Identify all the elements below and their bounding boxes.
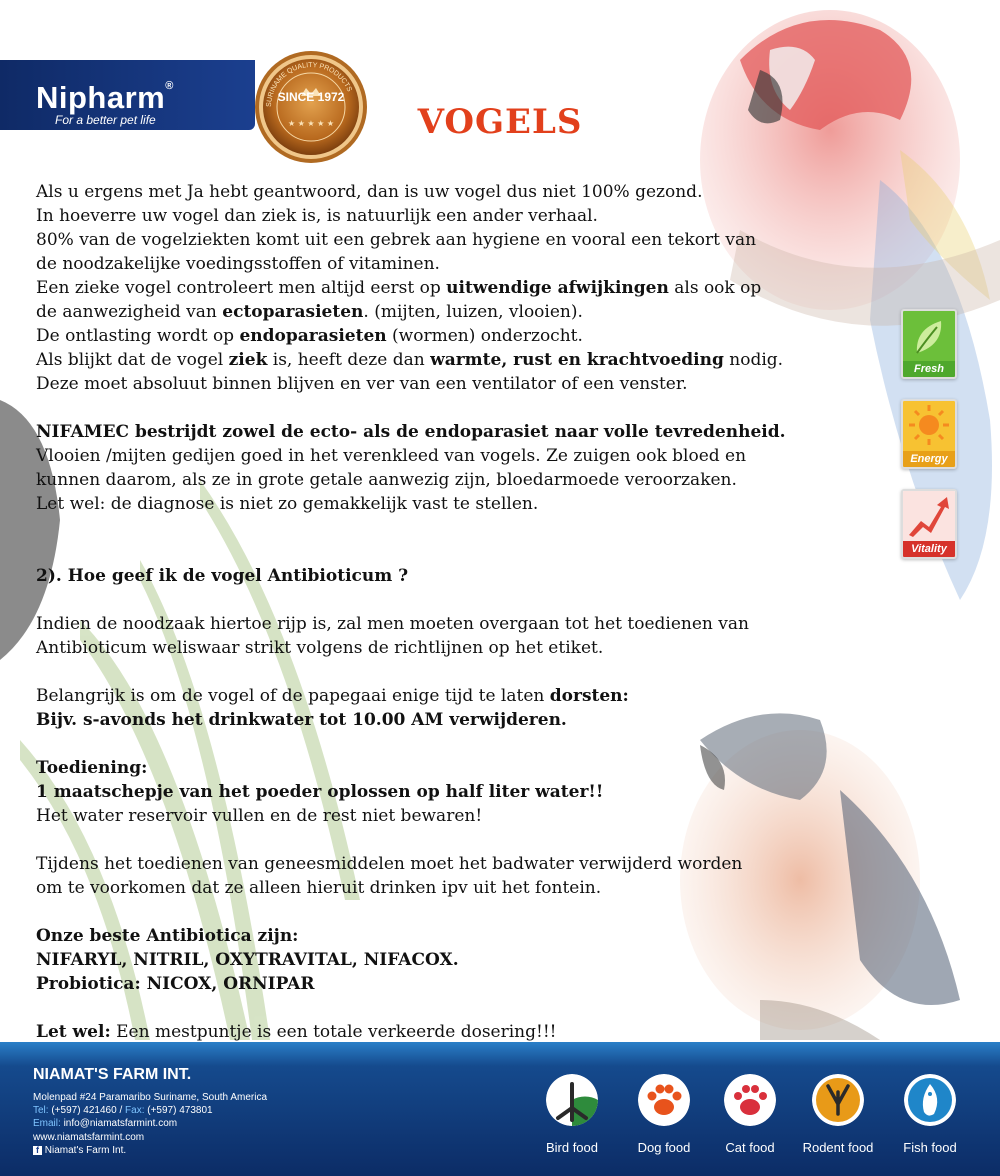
- text-line: [36, 228, 896, 252]
- fish-food-item[interactable]: [890, 1074, 970, 1155]
- bird-food-item[interactable]: [532, 1074, 612, 1155]
- cat-paw-icon: [724, 1074, 776, 1126]
- text-line: [36, 780, 896, 804]
- text-line: [36, 276, 896, 300]
- fax-number: (+597) 473801: [147, 1105, 213, 1116]
- company-facebook[interactable]: [33, 1145, 126, 1156]
- seal-ring-text: SURINAME QUALITY PRODUCTS: [265, 61, 353, 108]
- text-line: [36, 756, 896, 780]
- text-line: [36, 924, 896, 948]
- text-line: [36, 180, 896, 204]
- email-label: Email:: [33, 1118, 61, 1129]
- text-line: [36, 300, 896, 324]
- text-segment: is, heeft deze dan: [267, 350, 431, 370]
- text-segment: Vlooien /mijten gedijen goed in het verenkleed van vogels. Ze zuigen ook bloed en: [36, 446, 747, 466]
- text-segment: Antibioticum weliswaar strikt volgens de richtlijnen op het etiket.: [36, 638, 604, 658]
- text-line: [36, 204, 896, 228]
- text-line: [36, 420, 896, 444]
- bold-text: ziek: [228, 350, 268, 370]
- bird-footprint-icon: [546, 1074, 598, 1126]
- text-segment: De ontlasting wordt op: [36, 326, 240, 346]
- energy-badge: [901, 399, 957, 469]
- text-segment: kunnen daarom, als ze in grote getale aanwezig zijn, bloedarmoede veroorzaken.: [36, 470, 737, 490]
- tel-label: Tel:: [33, 1105, 49, 1116]
- cat-food-item[interactable]: [710, 1074, 790, 1155]
- text-segment: (wormen) onderzocht.: [386, 326, 583, 346]
- text-segment: In hoeverre uw vogel dan ziek is, is natuurlijk een ander verhaal.: [36, 206, 598, 226]
- registered-mark: ®: [165, 80, 174, 92]
- vitality-label: Vitality: [903, 541, 955, 557]
- text-line: [36, 348, 896, 372]
- energy-label: Energy: [903, 451, 955, 467]
- text-line: [36, 972, 896, 996]
- vitality-badge: [901, 489, 957, 559]
- company-address: Molenpad #24 Paramaribo Suriname, South America: [33, 1092, 268, 1103]
- brand-name: Nipharm: [36, 80, 166, 115]
- text-segment: Let wel: de diagnose is niet zo gemakkelijk vast te stellen.: [36, 494, 539, 514]
- text-segment: Deze moet absoluut binnen blijven en ver van een ventilator of een venster.: [36, 374, 688, 394]
- fax-label: Fax:: [125, 1105, 145, 1116]
- closing-paragraph: [36, 1020, 896, 1044]
- text-segment: om te voorkomen dat ze alleen hieruit drinken ipv uit het fontein.: [36, 878, 602, 898]
- text-segment: Belangrijk is om de vogel of de papegaai enige tijd te laten: [36, 686, 550, 706]
- dog-paw-icon: [638, 1074, 690, 1126]
- bold-text: warmte, rust en krachtvoeding: [430, 350, 724, 370]
- bold-text: Probiotica: NICOX, ORNIPAR: [36, 974, 315, 994]
- text-line: [36, 636, 896, 660]
- bold-text: Let wel:: [36, 1022, 111, 1042]
- page-title: VOGELS: [417, 102, 583, 142]
- leaf-icon: [903, 311, 955, 361]
- brand-tagline: For a better pet life: [55, 113, 156, 127]
- company-website[interactable]: www.niamatsfarmint.com: [33, 1132, 145, 1143]
- text-line: [36, 804, 896, 828]
- text-line: [36, 564, 896, 588]
- text-line: [36, 948, 896, 972]
- bold-text: NIFARYL, NITRIL, OXYTRAVITAL, NIFACOX.: [36, 950, 459, 970]
- bold-text: ectoparasieten: [222, 302, 364, 322]
- phone-separator: /: [116, 1105, 126, 1116]
- dog-food-label: Dog food: [637, 1140, 691, 1155]
- fresh-label: Fresh: [903, 361, 955, 377]
- text-segment: Een mestpuntje is een totale verkeerde dosering!!!: [110, 1022, 557, 1042]
- text-segment: Indien de noodzaak hiertoe rijp is, zal men moeten overgaan tot het toedienen van: [36, 614, 749, 634]
- thirst-paragraph: [36, 684, 896, 732]
- facebook-icon: f: [33, 1146, 42, 1155]
- bold-text: Onze beste Antibiotica zijn:: [36, 926, 299, 946]
- bold-text: Toediening:: [36, 758, 148, 778]
- company-phone-line: [33, 1105, 213, 1116]
- cat-food-label: Cat food: [725, 1140, 775, 1155]
- facebook-name: Niamat's Farm Int.: [44, 1145, 127, 1156]
- rodent-food-label: Rodent food: [802, 1140, 874, 1155]
- bathwater-paragraph: [36, 852, 896, 900]
- necessity-paragraph: [36, 612, 896, 660]
- text-line: [36, 612, 896, 636]
- bold-text: dorsten:: [549, 686, 629, 706]
- text-segment: Tijdens het toedienen van geneesmiddelen moet het badwater verwijderd worden: [36, 854, 743, 874]
- fresh-badge: [901, 309, 957, 379]
- products-paragraph: [36, 924, 896, 996]
- text-line: [36, 372, 896, 396]
- text-line: [36, 468, 896, 492]
- dosing-paragraph: [36, 756, 896, 828]
- text-line: [36, 852, 896, 876]
- article-body: [36, 180, 896, 1044]
- text-segment: Als u ergens met Ja hebt geantwoord, dan is uw vogel dus niet 100% gezond.: [36, 182, 703, 202]
- text-line: [36, 876, 896, 900]
- text-line: [36, 252, 896, 276]
- antibiotic-question-heading: [36, 564, 896, 588]
- text-line: [36, 492, 896, 516]
- svg-text:★ ★ ★ ★ ★: ★ ★ ★ ★ ★: [287, 119, 335, 128]
- growth-arrow-icon: [903, 491, 955, 541]
- text-segment: als ook op: [668, 278, 762, 298]
- text-line: [36, 324, 896, 348]
- bold-text: uitwendige afwijkingen: [446, 278, 669, 298]
- rodent-food-item[interactable]: [798, 1074, 878, 1155]
- nifamec-paragraph: [36, 420, 896, 516]
- dog-food-item[interactable]: [624, 1074, 704, 1155]
- bold-text: Bijv. s-avonds het drinkwater tot 10.00 AM verwijderen.: [36, 710, 567, 730]
- text-segment: Het water reservoir vullen en de rest niet bewaren!: [36, 806, 483, 826]
- rodent-paw-icon: [812, 1074, 864, 1126]
- text-line: [36, 444, 896, 468]
- text-segment: de aanwezigheid van: [36, 302, 223, 322]
- fish-food-label: Fish food: [903, 1140, 957, 1155]
- text-line: [36, 1020, 896, 1044]
- bold-text: NIFAMEC bestrijdt zowel de ecto- als de endoparasiet naar volle tevredenheid.: [36, 422, 786, 442]
- bird-food-label: Bird food: [545, 1140, 599, 1155]
- seal-since-text: SINCE 1972: [277, 90, 345, 104]
- company-email[interactable]: info@niamatsfarmint.com: [63, 1118, 178, 1129]
- company-name: NIAMAT'S FARM INT.: [33, 1066, 192, 1083]
- tel-number: (+597) 421460: [51, 1105, 117, 1116]
- text-segment: nodig.: [723, 350, 784, 370]
- company-email-line: [33, 1118, 177, 1129]
- sun-icon: [903, 401, 955, 451]
- fish-icon: [904, 1074, 956, 1126]
- text-segment: 80% van de vogelziekten komt uit een gebrek aan hygiene en vooral een tekort van: [36, 230, 757, 250]
- intro-paragraph: [36, 180, 896, 396]
- text-line: [36, 684, 896, 708]
- text-segment: . (mijten, luizen, vlooien).: [363, 302, 583, 322]
- bold-text: endoparasieten: [239, 326, 387, 346]
- bold-text: 1 maatschepje van het poeder oplossen op half liter water!!: [36, 782, 604, 802]
- text-line: [36, 708, 896, 732]
- text-segment: Een zieke vogel controleert men altijd eerst op: [36, 278, 447, 298]
- text-segment: Als blijkt dat de vogel: [36, 350, 229, 370]
- bold-text: 2). Hoe geef ik de vogel Antibioticum ?: [36, 566, 409, 586]
- text-segment: de noodzakelijke voedingsstoffen of vitaminen.: [36, 254, 440, 274]
